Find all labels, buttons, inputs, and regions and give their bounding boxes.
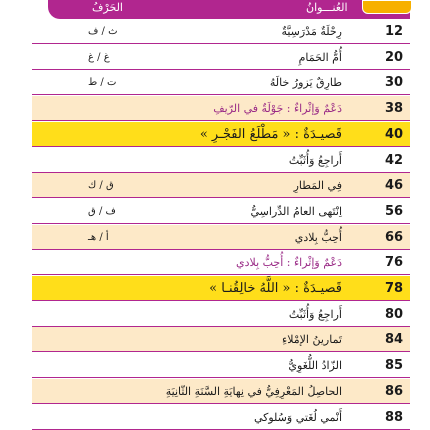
- row-title: دَعْمٌ وَإثْراءٌ : أُحِبُّ بِلادي: [236, 256, 342, 270]
- row-letters: أ / هـ: [88, 231, 109, 243]
- row-page-number: 38: [384, 101, 404, 117]
- row-page-number: 80: [384, 306, 404, 322]
- row-page-number: 12: [384, 24, 404, 39]
- row-title: أَراجِعُ وَأُثَبِّتُ: [288, 153, 342, 167]
- row-letters: ف / ق: [88, 205, 116, 217]
- row-title: رِحْلَةٌ مَدْرَسِيَّةٌ: [281, 25, 342, 38]
- row-title: أُحِبُّ بِلادي: [294, 230, 342, 244]
- table-row[interactable]: [32, 276, 410, 301]
- row-page-number: 88: [384, 409, 404, 425]
- table-row[interactable]: [32, 302, 410, 327]
- table-row[interactable]: [32, 173, 410, 198]
- table-row[interactable]: [32, 70, 410, 95]
- table-row[interactable]: [32, 199, 410, 224]
- table-row[interactable]: [32, 96, 410, 121]
- row-title: اِنْتَهى العامُ الدِّراسِيُّ: [250, 204, 342, 218]
- row-page-number: 84: [384, 332, 404, 348]
- row-title: أَراجِعُ وَأُثَبِّتُ: [288, 307, 342, 321]
- table-row[interactable]: [32, 250, 410, 275]
- row-title: أَنْمي لُغَتي وَسُلوكي: [253, 410, 342, 424]
- row-page-number: 30: [384, 75, 404, 91]
- row-page-number: 46: [384, 178, 404, 194]
- row-title: طارِقٌ يَزورُ خالَهُ: [269, 76, 342, 90]
- row-letters: ت / ط: [88, 77, 117, 89]
- row-title: دَعْمٌ وَإثْراءٌ : جَوْلَةٌ في الرّيفِ: [213, 102, 342, 116]
- row-title: الحاصِلُ المَعْرِفِيُّ في نِهايَةِ السَّنَةِ الثّانِيَةِ: [165, 384, 342, 398]
- row-title: تَمارينُ الإمْلاءِ: [282, 333, 342, 347]
- row-title: قَصيـدَةٌ : « مَطْلَعُ الفَجْـرِ »: [199, 126, 342, 142]
- header-page-tab: [362, 0, 412, 14]
- table-row[interactable]: [32, 327, 410, 352]
- row-page-number: 76: [384, 255, 404, 271]
- table-row[interactable]: [32, 353, 410, 378]
- table-row[interactable]: [32, 379, 410, 404]
- row-page-number: 66: [384, 229, 404, 245]
- row-letters: ق / ك: [88, 180, 114, 192]
- table-row[interactable]: [32, 148, 410, 173]
- table-row[interactable]: [32, 405, 410, 430]
- row-title: الزّادُ اللُّغَوِيُّ: [288, 359, 342, 373]
- row-page-number: 40: [384, 126, 404, 142]
- row-title: فِي المَطارِ: [293, 179, 342, 193]
- table-row[interactable]: [32, 225, 410, 250]
- row-letters: ث / ف: [88, 26, 118, 37]
- header-letters-column: الحَرْفُ: [92, 1, 123, 14]
- table-row[interactable]: [32, 45, 410, 70]
- header-title-column: العُنـــوانُ: [306, 1, 348, 14]
- table-row[interactable]: [32, 122, 410, 147]
- table-header: [48, 0, 410, 19]
- row-page-number: 85: [384, 358, 404, 374]
- table-row[interactable]: [32, 19, 410, 44]
- row-page-number: 20: [384, 49, 404, 65]
- row-title: قَصيـدَةٌ : « اللَّهُ خالِقُنـا »: [209, 281, 342, 296]
- row-page-number: 42: [384, 152, 404, 168]
- row-title: أُمُّ الحَمَامِ: [298, 50, 342, 64]
- row-letters: غ / غ: [88, 51, 110, 63]
- row-page-number: 86: [384, 383, 404, 399]
- row-page-number: 78: [384, 281, 404, 296]
- row-page-number: 56: [384, 203, 404, 219]
